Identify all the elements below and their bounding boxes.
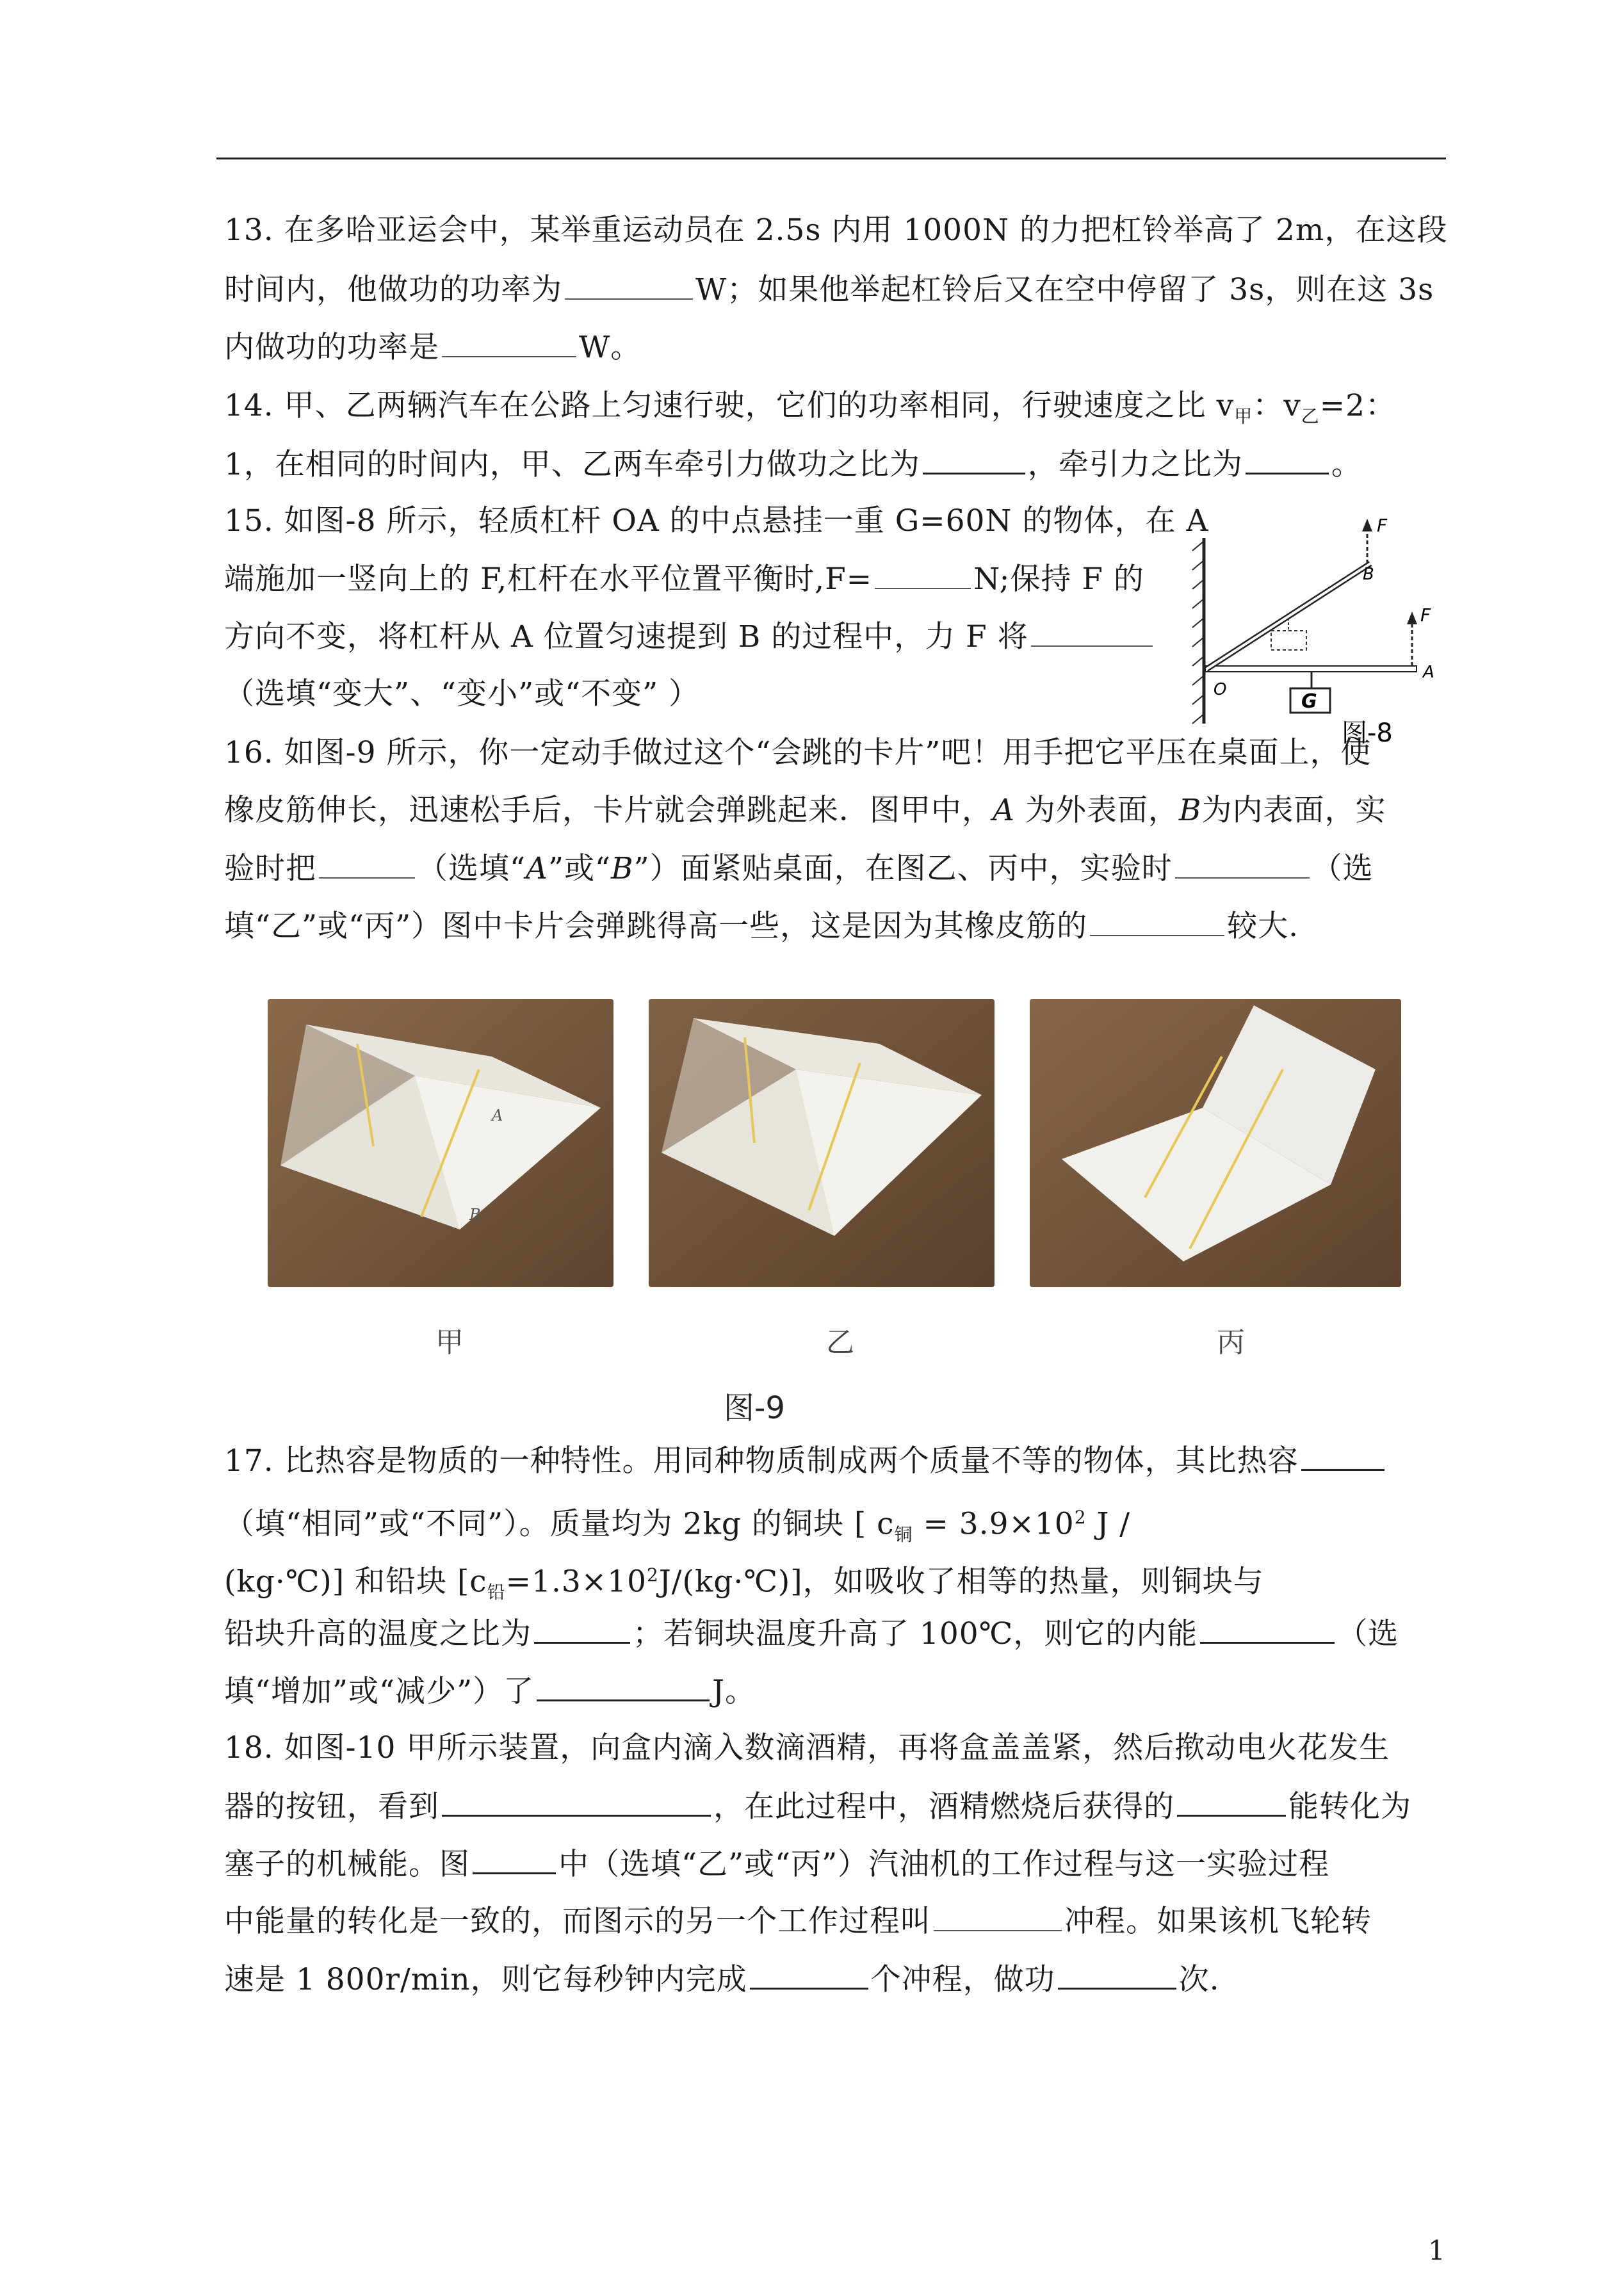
q16-line4: 填“乙”或“丙”）图中卡片会弹跳得高一些，这是因为其橡皮筋的 较大. bbox=[224, 907, 1299, 946]
figure-8-caption: 图-8 bbox=[1342, 718, 1393, 748]
caption-yi: 乙 bbox=[826, 1326, 854, 1359]
q15-line2: 端施加一竖向上的 F,杠杆在水平位置平衡时,F= N;保持 F 的 bbox=[224, 560, 1144, 599]
caption-jia: 甲 bbox=[435, 1326, 464, 1359]
q15-blank-force[interactable] bbox=[875, 560, 971, 589]
q15-line4: （选填“变大”、“变小”或“不变” ） bbox=[224, 676, 700, 711]
q16-line1: 16. 如图-9 所示，你一定动手做过这个“会跳的卡片”吧！用手把它平压在桌面上，使 bbox=[224, 735, 1372, 770]
page-number: 1 bbox=[1428, 2235, 1445, 2266]
q14-line1: 14. 甲、乙两辆汽车在公路上匀速行驶，它们的功率相同，行驶速度之比 $v_甲$：$v_乙=2$： bbox=[224, 388, 1397, 427]
q16-line2: 橡皮筋伸长，迅速松手后，卡片就会弹跳起来．图甲中，A 为外表面，B为内表面，实 bbox=[224, 793, 1386, 828]
q18-line4: 中能量的转化是一致的，而图示的另一个工作过程叫 冲程。如果该机飞轮转 bbox=[224, 1902, 1372, 1941]
q13-line2: 时间内，他做功的功率为 W；如果他举起杠铃后又在空中停留了 3s，则在这 3s bbox=[224, 270, 1434, 309]
q18-line2: 器的按钮，看到 ，在此过程中，酒精燃烧后获得的 能转化为 bbox=[224, 1787, 1411, 1826]
q15-blank-change[interactable] bbox=[1031, 617, 1153, 647]
q18-blank-energy-type[interactable] bbox=[1177, 1787, 1286, 1817]
q17-line3: (kg·℃)] 和铅块 $[c_铅=1.3\times 10^2J/(kg\cdot℃)]$，如吸收了相等的热量，则铜块与 bbox=[224, 1564, 1264, 1603]
q18-blank-work-times[interactable] bbox=[1058, 1959, 1176, 1990]
photo-jia bbox=[268, 999, 613, 1287]
q15-line3: 方向不变，将杠杆从 A 位置匀速提到 B 的过程中，力 F 将 bbox=[224, 617, 1155, 656]
figure-9-caption: 图-9 bbox=[724, 1390, 785, 1426]
photo-bing bbox=[1030, 999, 1401, 1287]
q13-line1: 13. 在多哈亚运会中，某举重运动员在 2.5s 内用 1000N 的力把杠铃举高了 2m，在这段 bbox=[224, 213, 1448, 248]
q16-line3: 验时把 （选填“A”或“B”）面紧贴桌面，在图乙、丙中，实验时 （选 bbox=[224, 849, 1374, 888]
q18-line1: 18. 如图-10 甲所示装置，向盒内滴入数滴酒精，再将盒盖盖紧，然后揿动电火花发生 bbox=[224, 1730, 1390, 1765]
q14-blank-force-ratio[interactable] bbox=[1246, 444, 1329, 474]
header-rule bbox=[216, 158, 1446, 159]
q17-line5: 填“增加”或“减少”）了 J。 bbox=[224, 1671, 756, 1711]
q18-blank-figure[interactable] bbox=[473, 1844, 556, 1874]
q16-blank-property[interactable] bbox=[1090, 907, 1224, 936]
photo-label-b: B bbox=[469, 1206, 481, 1224]
label-f-a: F bbox=[1420, 604, 1431, 626]
label-b: B bbox=[1363, 565, 1374, 584]
q13-blank-power-hold[interactable] bbox=[442, 328, 576, 357]
q17-line2: （填“相同”或“不同”）。质量均为 2kg 的铜块 [ $c_铜 = 3.9\times 10^2$ J / bbox=[224, 1506, 1131, 1546]
q17-blank-temp-ratio[interactable] bbox=[534, 1614, 630, 1644]
q17-blank-same[interactable] bbox=[1301, 1441, 1384, 1471]
q18-line3: 塞子的机械能。图 中（选填“乙”或“丙”）汽油机的工作过程与这一实验过程 bbox=[224, 1844, 1329, 1884]
q16-blank-figure[interactable] bbox=[1175, 849, 1310, 879]
q17-blank-internal-energy[interactable] bbox=[1200, 1614, 1335, 1644]
q13-line3: 内做功的功率是 W。 bbox=[224, 328, 641, 367]
caption-bing: 丙 bbox=[1217, 1326, 1245, 1359]
q14-blank-work-ratio[interactable] bbox=[923, 444, 1025, 474]
photo-label-a: A bbox=[492, 1107, 503, 1124]
label-o: O bbox=[1214, 680, 1227, 699]
label-a: A bbox=[1423, 663, 1434, 682]
q18-line5: 速是 1 800r/min，则它每秒钟内完成 个冲程，做功 次. bbox=[224, 1959, 1220, 1999]
q18-blank-strokes[interactable] bbox=[750, 1959, 868, 1990]
label-g: G bbox=[1301, 690, 1317, 713]
weight-dashed bbox=[1271, 631, 1306, 650]
photo-yi bbox=[649, 999, 995, 1287]
q17-line4: 铅块升高的温度之比为 ；若铜块温度升高了 100℃，则它的内能 （选 bbox=[224, 1614, 1399, 1653]
q17-blank-heat[interactable] bbox=[537, 1671, 710, 1701]
label-f-b: F bbox=[1377, 515, 1388, 536]
q15-line1: 15. 如图-8 所示，轻质杠杆 OA 的中点悬挂一重 G=60N 的物体，在 A bbox=[224, 503, 1209, 539]
q18-blank-stroke[interactable] bbox=[934, 1902, 1062, 1931]
q13-blank-power[interactable] bbox=[565, 270, 693, 300]
lever-horizontal bbox=[1205, 666, 1417, 672]
q14-line2: 1，在相同的时间内，甲、乙两车牵引力做功之比为 ，牵引力之比为 。 bbox=[224, 444, 1362, 484]
figure-8-lever-diagram bbox=[1185, 512, 1454, 756]
q17-line1: 17. 比热容是物质的一种特性。用同种物质制成两个质量不等的物体，其比热容 bbox=[224, 1441, 1387, 1480]
q16-blank-face[interactable] bbox=[319, 849, 415, 879]
q18-blank-observation[interactable] bbox=[442, 1787, 711, 1817]
wall-hatching bbox=[1192, 541, 1204, 724]
